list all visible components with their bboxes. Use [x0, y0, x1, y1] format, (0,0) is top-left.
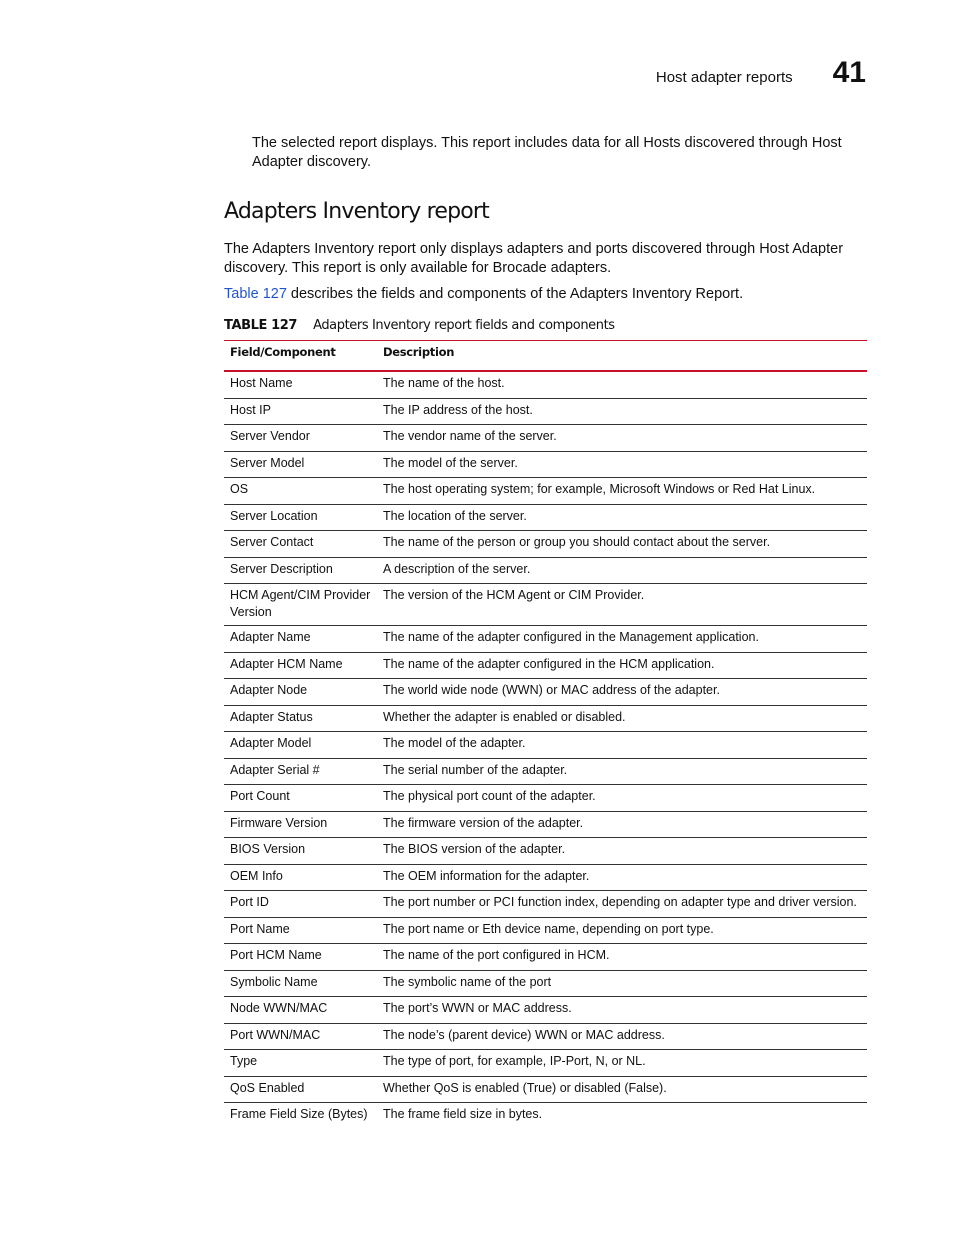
table-row	[224, 557, 867, 584]
description-cell: The type of port, for example, IP-Port, N, or NL.	[377, 1050, 867, 1077]
table-row	[224, 1023, 867, 1050]
description-cell: The vendor name of the server.	[377, 425, 867, 452]
table-row	[224, 626, 867, 653]
description-cell: The port’s WWN or MAC address.	[377, 997, 867, 1024]
field-cell: Server Description	[224, 557, 377, 584]
field-cell: Server Model	[224, 451, 377, 478]
description-cell: The node’s (parent device) WWN or MAC address.	[377, 1023, 867, 1050]
field-cell: BIOS Version	[224, 838, 377, 865]
field-cell: OEM Info	[224, 864, 377, 891]
field-cell: Type	[224, 1050, 377, 1077]
field-cell: Symbolic Name	[224, 970, 377, 997]
field-cell: Server Contact	[224, 531, 377, 558]
description-cell: The model of the server.	[377, 451, 867, 478]
description-cell: The port number or PCI function index, depending on adapter type and driver version.	[377, 891, 867, 918]
description-cell: The name of the host.	[377, 371, 867, 398]
section-heading: Adapters Inventory report	[224, 199, 490, 224]
table-row	[224, 478, 867, 505]
column-header-field: Field/Component	[224, 341, 377, 372]
description-cell: The symbolic name of the port	[377, 970, 867, 997]
chapter-number: 41	[832, 56, 866, 89]
table-row	[224, 891, 867, 918]
table-row	[224, 732, 867, 759]
field-cell: Host IP	[224, 398, 377, 425]
field-cell: Server Location	[224, 504, 377, 531]
table-row	[224, 785, 867, 812]
description-cell: The BIOS version of the adapter.	[377, 838, 867, 865]
section-title: Host adapter reports	[655, 69, 793, 86]
description-cell: The version of the HCM Agent or CIM Provider.	[377, 584, 867, 626]
description-cell: Whether the adapter is enabled or disabled.	[377, 705, 867, 732]
field-cell: Server Vendor	[224, 425, 377, 452]
table-row	[224, 425, 867, 452]
table-row	[224, 652, 867, 679]
table-row	[224, 997, 867, 1024]
description-cell: The port name or Eth device name, depending on port type.	[377, 917, 867, 944]
table-row	[224, 970, 867, 997]
description-cell: The serial number of the adapter.	[377, 758, 867, 785]
field-cell: Port Name	[224, 917, 377, 944]
field-cell: Port HCM Name	[224, 944, 377, 971]
field-cell: Firmware Version	[224, 811, 377, 838]
table-row	[224, 371, 867, 398]
table-reference-text: describes the fields and components of the Adapters Inventory Report.	[286, 286, 744, 302]
table-header-row	[224, 341, 867, 372]
table-row	[224, 584, 867, 626]
field-cell: Port ID	[224, 891, 377, 918]
table-row	[224, 944, 867, 971]
table-row	[224, 864, 867, 891]
field-cell: Port Count	[224, 785, 377, 812]
table-row	[224, 811, 867, 838]
field-cell: Adapter HCM Name	[224, 652, 377, 679]
field-cell: Adapter Status	[224, 705, 377, 732]
table-row	[224, 451, 867, 478]
description-cell: The physical port count of the adapter.	[377, 785, 867, 812]
description-cell: The location of the server.	[377, 504, 867, 531]
table-row	[224, 504, 867, 531]
table-row	[224, 1076, 867, 1103]
description-cell: The OEM information for the adapter.	[377, 864, 867, 891]
field-cell: Host Name	[224, 371, 377, 398]
table-row	[224, 917, 867, 944]
description-cell: The name of the adapter configured in the Management application.	[377, 626, 867, 653]
table-link[interactable]: Table 127	[224, 286, 287, 302]
table-row	[224, 398, 867, 425]
table-caption-label: TABLE 127	[224, 318, 298, 333]
column-header-description: Description	[377, 341, 867, 372]
description-cell: The name of the person or group you should contact about the server.	[377, 531, 867, 558]
description-cell: A description of the server.	[377, 557, 867, 584]
table-row	[224, 705, 867, 732]
fields-table	[224, 340, 867, 1129]
fields-table-container	[224, 340, 867, 1129]
table-row	[224, 758, 867, 785]
field-cell: QoS Enabled	[224, 1076, 377, 1103]
field-cell: Port WWN/MAC	[224, 1023, 377, 1050]
table-caption	[224, 318, 615, 333]
table-row	[224, 838, 867, 865]
field-cell: Adapter Node	[224, 679, 377, 706]
table-caption-title: Adapters Inventory report fields and components	[313, 318, 615, 333]
description-cell: The model of the adapter.	[377, 732, 867, 759]
table-body	[224, 371, 867, 1129]
description-paragraph: The Adapters Inventory report only displays adapters and ports discovered through Host Adapter discovery. This report is only available for Brocade adapters.	[224, 241, 844, 276]
description-cell: The name of the adapter configured in the HCM application.	[377, 652, 867, 679]
description-cell: The world wide node (WWN) or MAC address of the adapter.	[377, 679, 867, 706]
description-cell: The IP address of the host.	[377, 398, 867, 425]
table-row	[224, 1050, 867, 1077]
field-cell: HCM Agent/CIM Provider Version	[224, 584, 377, 626]
table-row	[224, 531, 867, 558]
field-cell: Adapter Name	[224, 626, 377, 653]
description-cell: The name of the port configured in HCM.	[377, 944, 867, 971]
field-cell: Frame Field Size (Bytes)	[230, 1107, 368, 1121]
table-row	[224, 1103, 867, 1129]
intro-paragraph: The selected report displays. This report includes data for all Hosts discovered through Host Adapter discovery.	[252, 135, 842, 170]
description-cell: The frame field size in bytes.	[383, 1107, 543, 1121]
field-cell: Adapter Model	[224, 732, 377, 759]
field-cell: OS	[224, 478, 377, 505]
field-cell: Node WWN/MAC	[224, 997, 377, 1024]
description-cell: The host operating system; for example, Microsoft Windows or Red Hat Linux.	[377, 478, 867, 505]
field-cell: Adapter Serial #	[224, 758, 377, 785]
description-cell: The firmware version of the adapter.	[377, 811, 867, 838]
table-row	[224, 679, 867, 706]
description-cell: Whether QoS is enabled (True) or disabled (False).	[377, 1076, 867, 1103]
table-reference-paragraph	[224, 285, 868, 304]
running-header	[656, 56, 866, 90]
